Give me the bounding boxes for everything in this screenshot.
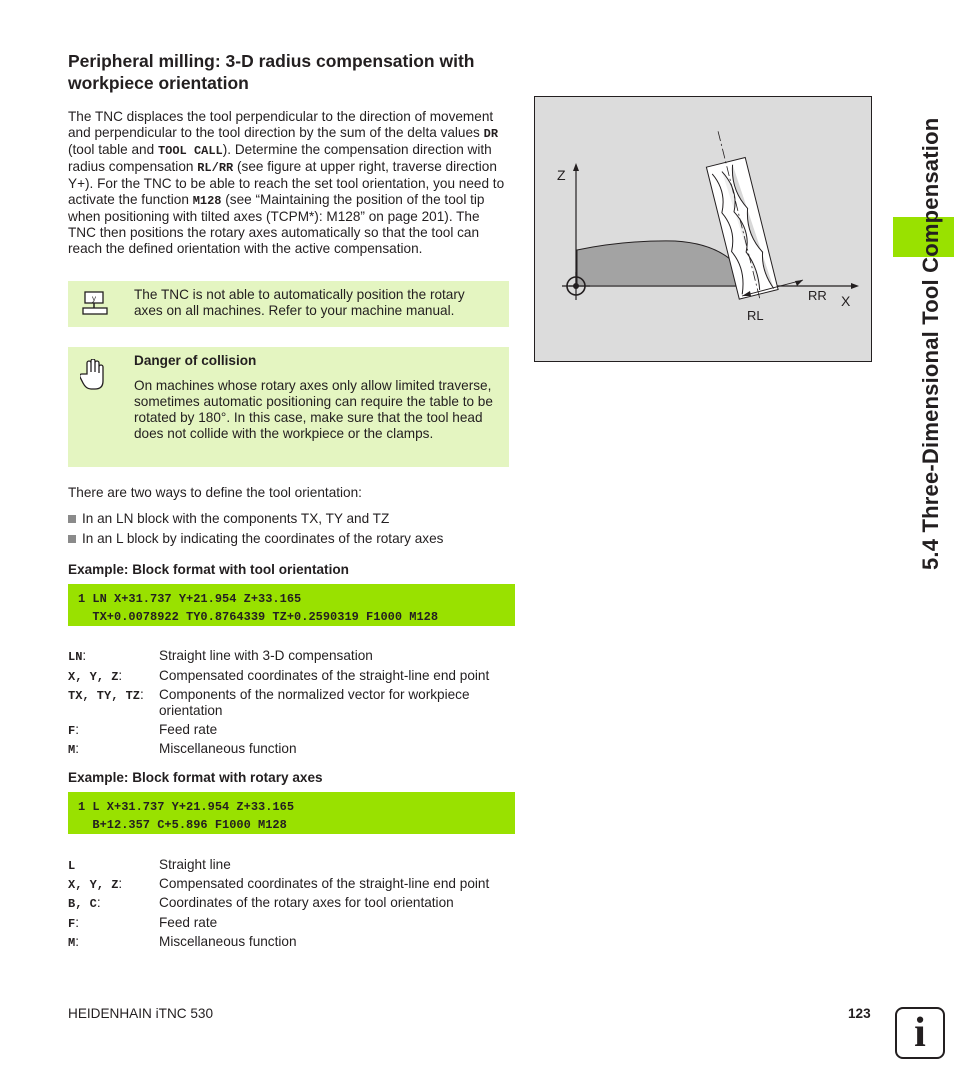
info-glyph: i xyxy=(914,1010,926,1056)
example2-code xyxy=(68,792,515,834)
machine-note xyxy=(68,281,509,327)
intro-paragraph xyxy=(68,109,510,257)
intro-text-1: The TNC displaces the tool perpendicular to the direction of movement and perpendicular to the tool direction by the sum of the delta values xyxy=(68,109,494,140)
definition-desc: Straight line xyxy=(159,857,231,872)
intro-text-2: (tool table and xyxy=(68,142,158,157)
page-number: 123 xyxy=(848,1006,871,1021)
list-item xyxy=(68,531,443,547)
list-item-text: In an LN block with the components TX, TY and TZ xyxy=(82,511,390,526)
intro-text-4: (see figure at upper right, traverse direction Y+). For the TNC to be able to reach the set tool orientation, you need to activate the function xyxy=(68,159,505,207)
definition-term: L xyxy=(68,859,76,873)
code-rl-rr: RL/RR xyxy=(197,161,234,175)
definition-term: X, Y, Z xyxy=(68,670,119,684)
definition-term: B, C xyxy=(68,897,97,911)
code-tool-call: TOOL CALL xyxy=(157,144,223,158)
info-icon[interactable] xyxy=(895,1007,945,1059)
code-m128: M128 xyxy=(192,194,222,208)
definition-desc: Compensated coordinates of the straight-line end point xyxy=(159,876,490,891)
tool-compensation-figure xyxy=(534,96,872,362)
code-line: 1 LN X+31.737 Y+21.954 Z+33.165 xyxy=(78,592,302,606)
intro-text-3: ). Determine the compensation direction with radius compensation xyxy=(68,142,492,174)
hand-warning-icon xyxy=(80,359,106,391)
intro-text-5: (see “Maintaining the position of the tool tip when positioning with tilted axes (TCPM*): M128” on page 201). The TNC then positions the rotary axes automatically so that the tool can reach the defined orientation with the active compensation. xyxy=(68,192,485,256)
definition-colon: : xyxy=(118,876,123,891)
list-item-text: In an L block by indicating the coordinates of the rotary axes xyxy=(82,531,444,546)
label-rr: RR xyxy=(808,288,827,303)
bullet-square xyxy=(68,515,76,523)
list-item xyxy=(68,511,389,527)
definition-colon: : xyxy=(82,648,87,663)
definition-term: LN xyxy=(68,650,83,664)
side-title xyxy=(896,50,943,570)
code-line: B+12.357 C+5.896 F1000 M128 xyxy=(78,818,287,832)
definition-desc: Components of the normalized vector for workpiece orientation xyxy=(159,687,470,718)
definition-colon: : xyxy=(75,915,79,930)
label-z: Z xyxy=(557,167,566,183)
danger-text: On machines whose rotary axes only allow limited traverse, sometimes automatic positioning can require the table to be rotated by 180°. In this case, make sure that the tool head does not collide with the workpiece or the clamps. xyxy=(134,378,493,441)
side-title-text: 5.4 Three-Dimensional Tool Compensation xyxy=(918,117,943,570)
definition-term: TX, TY, TZ xyxy=(68,689,141,703)
definition-desc: Miscellaneous function xyxy=(159,934,297,949)
machine-tool-icon xyxy=(80,291,110,317)
danger-heading: Danger of collision xyxy=(134,353,257,368)
example1-code xyxy=(68,584,515,626)
definition-desc: Feed rate xyxy=(159,915,218,930)
danger-note xyxy=(68,347,509,467)
definition-colon: : xyxy=(75,934,79,949)
example2-heading: Example: Block format with rotary axes xyxy=(68,770,323,785)
code-line: 1 L X+31.737 Y+21.954 Z+33.165 xyxy=(78,800,295,814)
definition-term: M xyxy=(68,936,76,950)
label-rl: RL xyxy=(747,308,764,323)
footer-product: HEIDENHAIN iTNC 530 xyxy=(68,1006,214,1021)
definition-colon: : xyxy=(118,668,123,683)
label-x: X xyxy=(841,293,851,309)
definition-term: F xyxy=(68,724,76,738)
definition-desc: Feed rate xyxy=(159,722,218,737)
definition-desc: Straight line with 3-D compensation xyxy=(159,648,373,663)
definition-desc: Miscellaneous function xyxy=(159,741,297,756)
definition-colon: : xyxy=(96,895,101,910)
definition-colon: : xyxy=(75,722,79,737)
machine-note-text: The TNC is not able to automatically position the rotary axes on all machines. Refer to your machine manual. xyxy=(134,287,465,318)
definition-desc: Compensated coordinates of the straight-line end point xyxy=(159,668,490,683)
definition-term: M xyxy=(68,743,76,757)
workpiece xyxy=(577,241,750,286)
section-title: Peripheral milling: 3-D radius compensation with workpiece orientation xyxy=(68,51,475,93)
definition-term: X, Y, Z xyxy=(68,878,119,892)
definition-desc: Coordinates of the rotary axes for tool orientation xyxy=(159,895,454,910)
ways-intro: There are two ways to define the tool orientation: xyxy=(68,485,362,500)
code-line: TX+0.0078922 TY0.8764339 TZ+0.2590319 F1000 M128 xyxy=(78,610,439,624)
bullet-square xyxy=(68,535,76,543)
code-dr: DR xyxy=(483,127,499,141)
definition-colon: : xyxy=(140,687,144,702)
example1-heading: Example: Block format with tool orientation xyxy=(68,562,349,577)
definition-colon: : xyxy=(75,741,79,756)
figure-drawing xyxy=(535,97,871,361)
definition-term: F xyxy=(68,917,76,931)
svg-text:y: y xyxy=(92,294,96,303)
